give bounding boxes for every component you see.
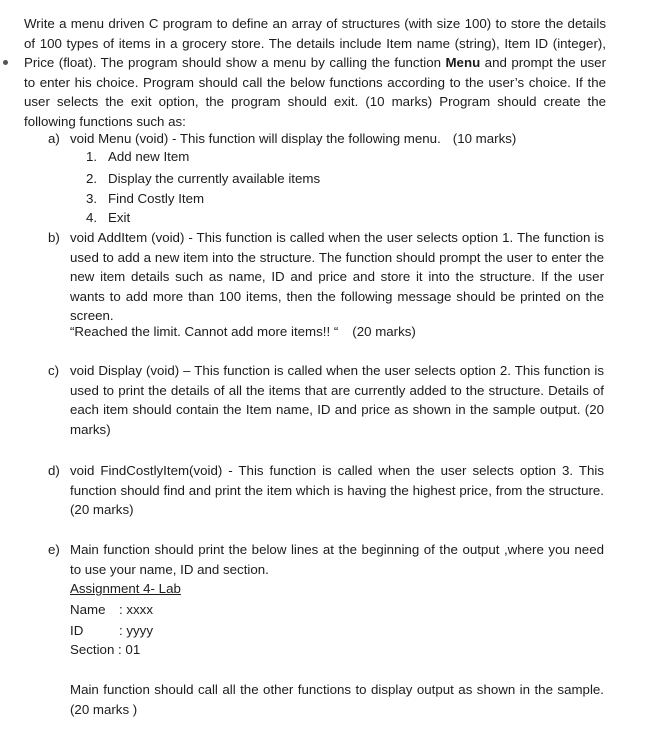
section-b-label: b) xyxy=(48,230,60,245)
menu-item-label: Exit xyxy=(108,210,131,225)
section-a-text xyxy=(70,129,610,149)
menu-item-number: 1. xyxy=(86,149,98,164)
menu-item-number: 2. xyxy=(86,171,98,186)
section-b-text: void AddItem (void) - This function is called when the user selects option 1. The function is used to add a new item into the structure. The function should prompt the user to enter the new item details such as name, ID and price and store it into the structure. If the user wants to add more than 100 items, then the following message should be printed on the screen. xyxy=(70,230,604,324)
assignment-heading: Assignment 4- Lab xyxy=(70,581,181,596)
id-value: : yyyy xyxy=(119,623,153,638)
menu-item xyxy=(86,189,204,208)
menu-item-label: Find Costly Item xyxy=(108,191,205,206)
closing-text: Main function should call all the other functions to display output as shown in the sample. (20 marks ) xyxy=(70,682,604,717)
section-a-desc: void Menu (void) - This function will display the following menu. xyxy=(70,131,441,146)
section-b-message-line xyxy=(70,322,416,341)
name-value: : xxxx xyxy=(119,602,153,617)
menu-item xyxy=(86,147,189,166)
section-d-label: d) xyxy=(48,463,60,478)
intro-bold-menu: Menu xyxy=(445,55,481,71)
section-b-marks: (20 marks) xyxy=(352,324,416,339)
intro-paragraph xyxy=(24,14,606,132)
section-a-marks: (10 marks) xyxy=(452,131,517,146)
section-c-label: c) xyxy=(48,363,60,378)
id-label: ID xyxy=(70,623,84,638)
menu-item-label: Display the currently available items xyxy=(108,171,321,186)
menu-item xyxy=(86,169,320,188)
menu-item xyxy=(86,208,130,227)
name-label: Name xyxy=(70,602,106,617)
section-e-text: Main function should print the below lines at the beginning of the output ,where you need to use your name, ID and section. xyxy=(70,542,604,577)
intro-text-2: and prompt the user to enter his choice. Program should call the below functions according to the user’s choice. If the user selects the exit option, the program should exit. (10 marks) Program should create the following functions such as: xyxy=(24,55,607,129)
menu-item-number: 4. xyxy=(86,210,98,225)
section-a-label: a) xyxy=(48,131,60,146)
margin-bullet xyxy=(3,60,8,65)
section-c-text: void Display (void) – This function is called when the user selects option 2. This function is used to print the details of all the items that are currently added to the structure. Details of each item should contain the Item name, ID and price as shown in the sample output. (20 marks) xyxy=(70,363,604,437)
section-e-label: e) xyxy=(48,542,60,557)
menu-item-number: 3. xyxy=(86,191,98,206)
section-d-text: void FindCostlyItem(void) - This function is called when the user selects option 3. This function should find and print the item which is having the highest price, from the structure. (20 marks) xyxy=(70,463,604,518)
section-line: Section : 01 xyxy=(70,642,141,657)
menu-item-label: Add new Item xyxy=(108,149,190,164)
intro-text-1: Write a menu driven C program to define an array of structures (with size 100) to store the details of 100 types of items in a grocery store. The details include Item name (string), Item ID (integer), Price (float). The program should show a menu by calling the function xyxy=(24,16,606,71)
limit-message: “Reached the limit. Cannot add more items!! “ xyxy=(70,324,339,339)
